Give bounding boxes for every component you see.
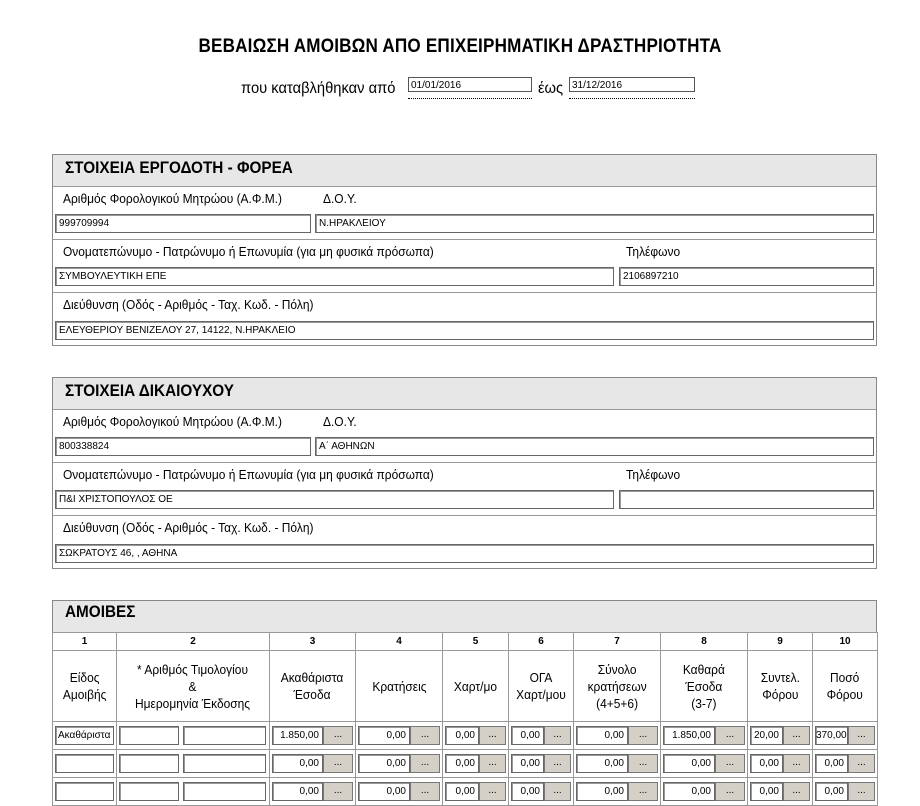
fee-cell bbox=[53, 722, 117, 750]
total-lookup-button[interactable]: ... bbox=[628, 754, 658, 773]
fee-cell bbox=[509, 722, 574, 750]
oga-field[interactable]: 0,00 bbox=[511, 754, 544, 773]
fee-cell-content bbox=[576, 782, 658, 801]
employer-phone-field[interactable]: 2106897210 bbox=[619, 267, 874, 286]
to-date-dots bbox=[569, 92, 695, 99]
column-header-line: Χαρτ/μου bbox=[516, 687, 566, 702]
column-header-line: (3-7) bbox=[691, 695, 717, 711]
from-date-field[interactable]: 01/01/2016 bbox=[408, 77, 532, 92]
column-header-line: Καθαρά bbox=[682, 661, 726, 677]
tax-lookup-button[interactable]: ... bbox=[848, 782, 875, 801]
employer-afm-field[interactable]: 999709994 bbox=[55, 214, 311, 233]
fee-cell-content bbox=[663, 726, 745, 745]
invoice-date-field[interactable] bbox=[183, 726, 266, 745]
fee-cell bbox=[574, 778, 661, 806]
fee-cell bbox=[356, 722, 443, 750]
column-header-line: Ημερομηνία Έκδοσης bbox=[135, 695, 251, 711]
fee-type-field[interactable] bbox=[55, 782, 114, 801]
column-header-line: * Αριθμός Τιμολογίου bbox=[137, 661, 249, 677]
column-header bbox=[356, 651, 443, 722]
fee-cell-content bbox=[815, 726, 875, 745]
fee-cell-content bbox=[815, 782, 875, 801]
fee-cell bbox=[748, 750, 813, 778]
column-number: 6 bbox=[509, 633, 574, 651]
column-header-line: (4+5+6) bbox=[596, 695, 638, 711]
gross-lookup-button[interactable]: ... bbox=[323, 726, 353, 745]
column-header-line: Φόρου bbox=[761, 687, 799, 702]
oga-field[interactable]: 0,00 bbox=[511, 782, 544, 801]
oga-lookup-button[interactable]: ... bbox=[544, 782, 571, 801]
column-number: 10 bbox=[813, 633, 878, 651]
column-header-line: & bbox=[189, 678, 197, 694]
fee-cell bbox=[574, 750, 661, 778]
net-lookup-button[interactable]: ... bbox=[715, 754, 745, 773]
fee-cell-content bbox=[119, 782, 267, 801]
stamp-field[interactable]: 0,00 bbox=[445, 782, 479, 801]
stamp-lookup-button[interactable]: ... bbox=[479, 726, 506, 745]
column-header bbox=[443, 651, 509, 722]
fee-cell bbox=[509, 750, 574, 778]
beneficiary-name-label: Ονοματεπώνυμο - Πατρώνυμο ή Επωνυμία (για μη φυσικά πρόσωπα) bbox=[63, 467, 434, 482]
fee-cell-content bbox=[445, 726, 506, 745]
deductions-field[interactable]: 0,00 bbox=[358, 726, 410, 745]
stamp-field[interactable]: 0,00 bbox=[445, 754, 479, 773]
net-lookup-button[interactable]: ... bbox=[715, 782, 745, 801]
column-header bbox=[748, 651, 813, 722]
employer-doy-label: Δ.Ο.Υ. bbox=[323, 191, 357, 206]
column-header bbox=[53, 651, 117, 722]
employer-address-label: Διεύθυνση (Οδός - Αριθμός - Ταχ. Κωδ. - Πόλη) bbox=[63, 297, 314, 312]
fee-cell-content bbox=[511, 782, 571, 801]
tax-field[interactable]: 0,00 bbox=[815, 782, 848, 801]
employer-address-field[interactable]: ΕΛΕΥΘΕΡΙΟΥ ΒΕΝΙΖΕΛΟΥ 27, 14122, Ν.ΗΡΑΚΛΕΙΟ bbox=[55, 321, 874, 340]
fee-cell-content bbox=[750, 726, 810, 745]
coef-field[interactable]: 0,00 bbox=[750, 782, 783, 801]
column-header bbox=[661, 651, 748, 722]
net-lookup-button[interactable]: ... bbox=[715, 726, 745, 745]
tax-field[interactable]: 370,00 bbox=[815, 726, 848, 745]
fee-cell bbox=[574, 722, 661, 750]
oga-lookup-button[interactable]: ... bbox=[544, 754, 571, 773]
invoice-date-field[interactable] bbox=[183, 754, 266, 773]
beneficiary-doy-label: Δ.Ο.Υ. bbox=[323, 414, 357, 429]
tax-lookup-button[interactable]: ... bbox=[848, 754, 875, 773]
tax-lookup-button[interactable]: ... bbox=[848, 726, 875, 745]
fee-cell-content bbox=[358, 726, 440, 745]
gross-lookup-button[interactable]: ... bbox=[323, 754, 353, 773]
beneficiary-name-field[interactable]: Π&Ι ΧΡΙΣΤΟΠΟΥΛΟΣ ΟΕ bbox=[55, 490, 614, 509]
column-header-line: Κρατήσεις bbox=[371, 678, 427, 694]
invoice-number-field[interactable] bbox=[119, 782, 179, 801]
employer-section bbox=[52, 154, 877, 346]
fee-cell-content bbox=[119, 754, 267, 773]
gross-field[interactable]: 0,00 bbox=[272, 754, 323, 773]
column-header-line: Έσοδα bbox=[685, 678, 723, 694]
coef-field[interactable]: 0,00 bbox=[750, 754, 783, 773]
column-header-line: Αμοιβής bbox=[62, 687, 107, 702]
employer-name-label: Ονοματεπώνυμο - Πατρώνυμο ή Επωνυμία (για μη φυσικά πρόσωπα) bbox=[63, 244, 434, 259]
fee-cell-content bbox=[358, 754, 440, 773]
column-header-line: Ποσό bbox=[830, 670, 860, 685]
invoice-date-field[interactable] bbox=[183, 782, 266, 801]
total-field[interactable]: 0,00 bbox=[576, 754, 628, 773]
tax-field[interactable]: 0,00 bbox=[815, 754, 848, 773]
employer-afm-label: Αριθμός Φορολογικού Μητρώου (Α.Φ.Μ.) bbox=[63, 191, 282, 206]
column-number: 7 bbox=[574, 633, 661, 651]
gross-field[interactable]: 1.850,00 bbox=[272, 726, 323, 745]
fee-cell bbox=[53, 750, 117, 778]
beneficiary-address-row bbox=[53, 516, 876, 568]
deductions-lookup-button[interactable]: ... bbox=[410, 726, 440, 745]
fee-cell bbox=[748, 778, 813, 806]
total-field[interactable]: 0,00 bbox=[576, 726, 628, 745]
fee-cell-content bbox=[55, 726, 114, 745]
fee-cell-content bbox=[272, 726, 353, 745]
fee-cell-content bbox=[750, 754, 810, 773]
column-header bbox=[509, 651, 574, 722]
fee-cell-content bbox=[511, 726, 571, 745]
total-lookup-button[interactable]: ... bbox=[628, 782, 658, 801]
column-header bbox=[117, 651, 270, 722]
column-header-line: Συντελ. bbox=[760, 670, 800, 685]
fee-cell bbox=[53, 778, 117, 806]
fee-cell-content bbox=[576, 726, 658, 745]
column-header-line: Είδος bbox=[69, 670, 100, 685]
column-header-line: Φόρου bbox=[826, 687, 864, 702]
beneficiary-phone-field[interactable] bbox=[619, 490, 874, 509]
fee-cell-content bbox=[750, 782, 810, 801]
employer-name-row bbox=[53, 240, 876, 293]
fee-cell-content bbox=[511, 754, 571, 773]
page-title: ΒΕΒΑΙΩΣΗ ΑΜΟΙΒΩΝ ΑΠΟ ΕΠΙΧΕΙΡΗΜΑΤΙΚΗ ΔΡΑΣΤΗΡΙΟΤΗΤΑ bbox=[198, 36, 722, 57]
beneficiary-afm-row bbox=[53, 410, 876, 463]
employer-address-row bbox=[53, 293, 876, 345]
total-field[interactable]: 0,00 bbox=[576, 782, 628, 801]
beneficiary-afm-label: Αριθμός Φορολογικού Μητρώου (Α.Φ.Μ.) bbox=[63, 414, 282, 429]
net-field[interactable]: 0,00 bbox=[663, 782, 715, 801]
fee-cell bbox=[443, 722, 509, 750]
fee-cell-content bbox=[272, 782, 353, 801]
gross-field[interactable]: 0,00 bbox=[272, 782, 323, 801]
fee-cell-content bbox=[663, 782, 745, 801]
fee-cell-content bbox=[358, 782, 440, 801]
stamp-lookup-button[interactable]: ... bbox=[479, 754, 506, 773]
fee-cell bbox=[443, 750, 509, 778]
deductions-lookup-button[interactable]: ... bbox=[410, 782, 440, 801]
beneficiary-afm-field[interactable]: 800338824 bbox=[55, 437, 311, 456]
net-field[interactable]: 1.850,00 bbox=[663, 726, 715, 745]
column-header-line: κρατήσεων bbox=[587, 678, 647, 694]
beneficiary-name-row bbox=[53, 463, 876, 516]
column-number: 9 bbox=[748, 633, 813, 651]
column-header bbox=[574, 651, 661, 722]
fee-cell bbox=[270, 750, 356, 778]
fee-cell bbox=[356, 750, 443, 778]
column-header-line: Έσοδα bbox=[293, 687, 331, 702]
fee-cell bbox=[661, 722, 748, 750]
beneficiary-phone-label: Τηλέφωνο bbox=[626, 467, 681, 482]
fee-cell bbox=[356, 778, 443, 806]
beneficiary-doy-field[interactable]: Α΄ ΑΘΗΝΩΝ bbox=[315, 437, 874, 456]
oga-field[interactable]: 0,00 bbox=[511, 726, 544, 745]
column-header-line: Χαρτ/μο bbox=[453, 678, 498, 694]
column-header bbox=[270, 651, 356, 722]
total-lookup-button[interactable]: ... bbox=[628, 726, 658, 745]
column-header-line: ΟΓΑ bbox=[529, 670, 553, 685]
fee-cell-content bbox=[55, 782, 114, 801]
fee-cell bbox=[813, 750, 878, 778]
beneficiary-address-field[interactable]: ΣΩΚΡΑΤΟΥΣ 46, , ΑΘΗΝΑ bbox=[55, 544, 874, 563]
fee-cell-content bbox=[445, 782, 506, 801]
employer-name-field[interactable]: ΣΥΜΒΟΥΛΕΥΤΙΚΗ ΕΠΕ bbox=[55, 267, 614, 286]
net-field[interactable]: 0,00 bbox=[663, 754, 715, 773]
fee-cell bbox=[270, 778, 356, 806]
deductions-lookup-button[interactable]: ... bbox=[410, 754, 440, 773]
fee-cell-content bbox=[445, 754, 506, 773]
beneficiary-section bbox=[52, 377, 877, 569]
fee-row bbox=[53, 722, 878, 750]
fee-cell-content bbox=[272, 754, 353, 773]
coef-lookup-button[interactable]: ... bbox=[783, 782, 810, 801]
fee-cell bbox=[509, 778, 574, 806]
fee-cell bbox=[117, 778, 270, 806]
from-date-dots bbox=[408, 92, 532, 99]
invoice-number-field[interactable] bbox=[119, 726, 179, 745]
employer-phone-label: Τηλέφωνο bbox=[626, 244, 681, 259]
fee-cell bbox=[813, 778, 878, 806]
employer-heading: ΣΤΟΙΧΕΙΑ ΕΡΓΟΔΟΤΗ - ΦΟΡΕΑ bbox=[53, 155, 876, 187]
column-header-line: Ακαθάριστα bbox=[281, 670, 344, 685]
fees-table bbox=[52, 632, 878, 806]
to-label: έως bbox=[538, 80, 564, 97]
column-number: 8 bbox=[661, 633, 748, 651]
period-label: που καταβλήθηκαν από bbox=[241, 80, 396, 97]
fee-row bbox=[53, 778, 878, 806]
deductions-field[interactable]: 0,00 bbox=[358, 754, 410, 773]
column-header-line: Σύνολο bbox=[597, 661, 637, 677]
fee-cell-content bbox=[663, 754, 745, 773]
employer-doy-field[interactable]: Ν.ΗΡΑΚΛΕΙΟΥ bbox=[315, 214, 874, 233]
fee-type-field[interactable]: Ακαθάριστα bbox=[55, 726, 114, 745]
stamp-field[interactable]: 0,00 bbox=[445, 726, 479, 745]
fee-cell bbox=[443, 778, 509, 806]
beneficiary-heading: ΣΤΟΙΧΕΙΑ ΔΙΚΑΙΟΥΧΟΥ bbox=[53, 378, 876, 410]
gross-lookup-button[interactable]: ... bbox=[323, 782, 353, 801]
stamp-lookup-button[interactable]: ... bbox=[479, 782, 506, 801]
fee-cell-content bbox=[576, 754, 658, 773]
fee-cell bbox=[270, 722, 356, 750]
coef-field[interactable]: 20,00 bbox=[750, 726, 783, 745]
fee-cell bbox=[661, 778, 748, 806]
fee-cell-content bbox=[815, 754, 875, 773]
fee-cell bbox=[117, 722, 270, 750]
employer-afm-row bbox=[53, 187, 876, 240]
fee-cell-content bbox=[55, 754, 114, 773]
fee-type-field[interactable] bbox=[55, 754, 114, 773]
column-header bbox=[813, 651, 878, 722]
invoice-number-field[interactable] bbox=[119, 754, 179, 773]
fees-heading: ΑΜΟΙΒΕΣ bbox=[52, 600, 877, 632]
column-number: 4 bbox=[356, 633, 443, 651]
deductions-field[interactable]: 0,00 bbox=[358, 782, 410, 801]
coef-lookup-button[interactable]: ... bbox=[783, 754, 810, 773]
fee-cell bbox=[117, 750, 270, 778]
column-numbers-row bbox=[53, 633, 878, 651]
column-number: 5 bbox=[443, 633, 509, 651]
column-number: 1 bbox=[53, 633, 117, 651]
fee-row bbox=[53, 750, 878, 778]
beneficiary-address-label: Διεύθυνση (Οδός - Αριθμός - Ταχ. Κωδ. - Πόλη) bbox=[63, 520, 314, 535]
oga-lookup-button[interactable]: ... bbox=[544, 726, 571, 745]
to-date-field[interactable]: 31/12/2016 bbox=[569, 77, 695, 92]
coef-lookup-button[interactable]: ... bbox=[783, 726, 810, 745]
column-number: 2 bbox=[117, 633, 270, 651]
fee-cell bbox=[661, 750, 748, 778]
fee-cell-content bbox=[119, 726, 267, 745]
column-headers-row bbox=[53, 651, 878, 722]
fee-cell bbox=[813, 722, 878, 750]
column-number: 3 bbox=[270, 633, 356, 651]
fee-cell bbox=[748, 722, 813, 750]
